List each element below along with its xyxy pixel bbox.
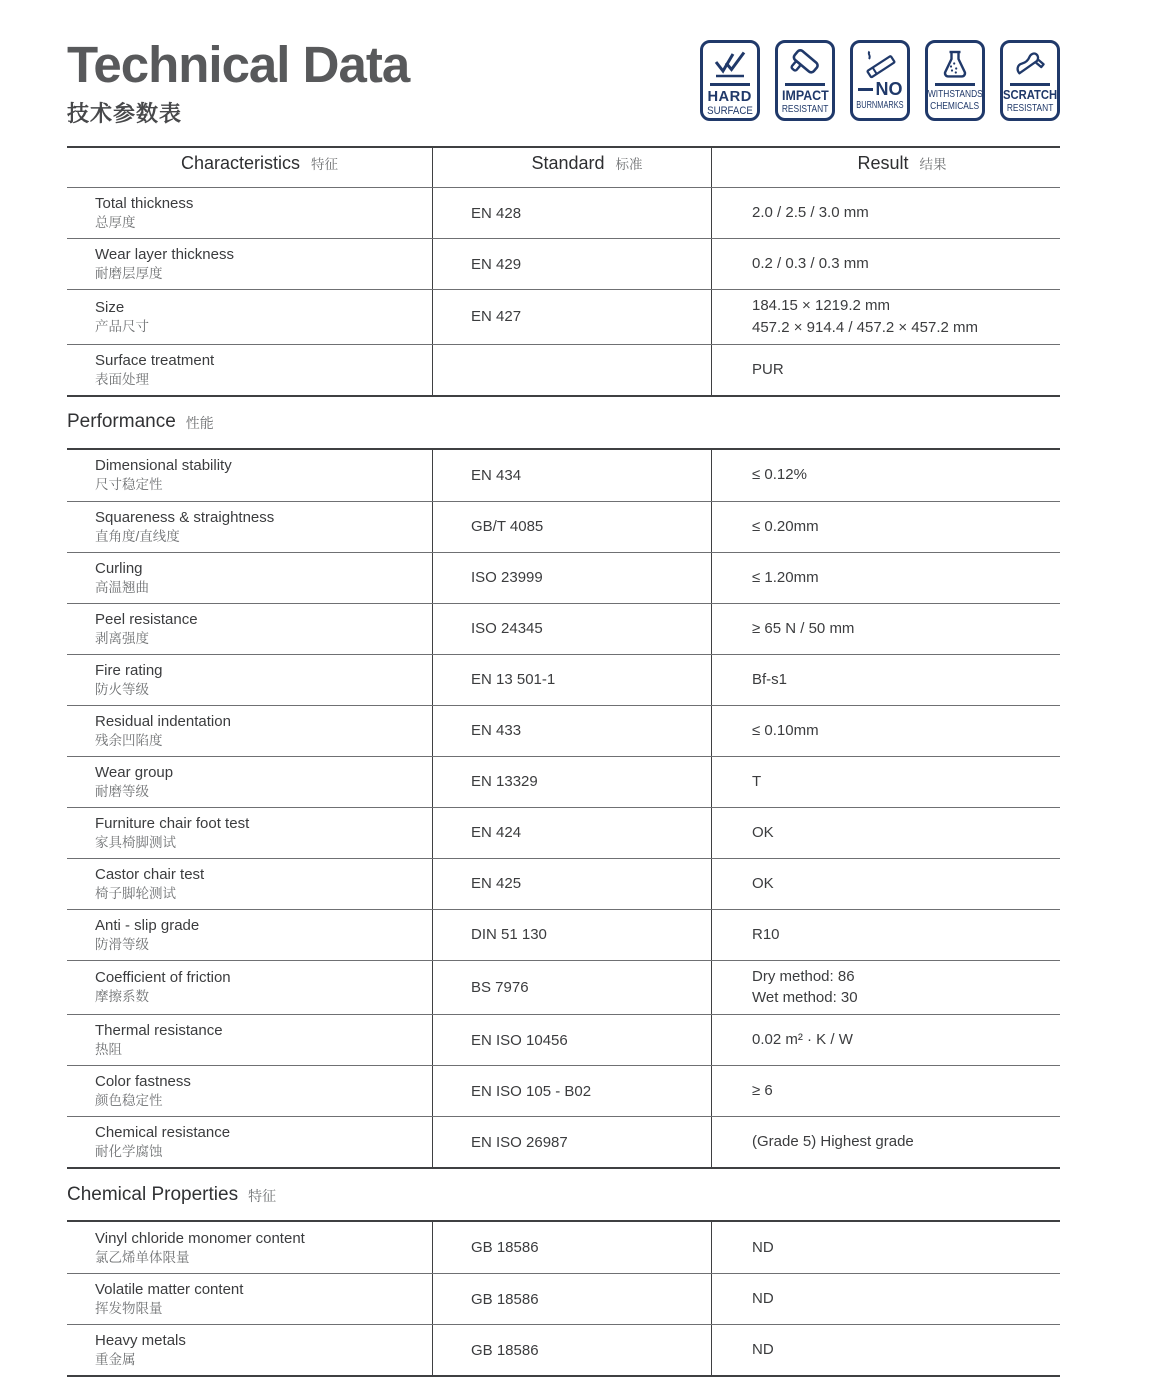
result-line: ≤ 1.20mm (752, 568, 819, 586)
badge-no-burnmarks (850, 40, 910, 121)
standard-cell (432, 1015, 711, 1065)
result-line: Dry method: 86 (752, 967, 855, 985)
characteristic-en: Dimensional stability (95, 457, 232, 475)
table-row (67, 1065, 1060, 1116)
characteristic-cell (67, 1117, 432, 1167)
standard-value: EN 424 (471, 824, 522, 841)
certification-badges (700, 40, 1060, 121)
characteristic-zh: 总厚度 (95, 215, 136, 231)
characteristic-zh: 家具椅脚测试 (95, 834, 176, 850)
result-cell (711, 1325, 1060, 1375)
result-line: T (752, 772, 762, 790)
badge-text-block (928, 82, 982, 100)
badge-divider (935, 83, 975, 86)
result-line: ≥ 6 (752, 1082, 773, 1100)
standard-cell (432, 604, 711, 654)
characteristic-cell (67, 239, 432, 289)
characteristic-zh: 耐磨等级 (95, 783, 149, 799)
result-line: OK (752, 823, 774, 841)
mallet-icon (788, 46, 822, 82)
table-row (67, 1116, 1060, 1167)
technical-data-table (67, 146, 1060, 1377)
table-row (67, 654, 1060, 705)
result-cell (711, 188, 1060, 238)
standard-value: EN 429 (471, 255, 522, 273)
header-characteristics-cell (67, 148, 432, 187)
double-check-icon (711, 46, 749, 82)
result-cell (711, 961, 1060, 1015)
header-label-en: Standard (531, 153, 605, 173)
section-title-en: Chemical Properties (67, 1183, 239, 1205)
standard-cell (432, 345, 711, 395)
page-subtitle-zh: 技术参数表 (67, 100, 183, 126)
badge-label-line1: HARD (707, 87, 753, 105)
result-cell (711, 859, 1060, 909)
standard-value: EN ISO 26987 (471, 1133, 568, 1151)
flask-icon (940, 46, 970, 82)
badge-label-line2: BURNMARKS (856, 99, 904, 111)
badge-text-block (1003, 82, 1057, 102)
table-row (67, 1014, 1060, 1065)
standard-value: ISO 23999 (471, 569, 543, 586)
table-row (67, 960, 1060, 1015)
table-row (67, 909, 1060, 960)
standard-cell (432, 961, 711, 1015)
table-row (67, 1273, 1060, 1324)
badge-label-line2: RESISTANT (1006, 101, 1054, 114)
result-line: ND (752, 1238, 774, 1256)
characteristic-en: Furniture chair foot test (95, 814, 250, 832)
characteristic-en: Vinyl chloride monomer content (95, 1229, 305, 1247)
standard-cell (432, 910, 711, 960)
characteristic-zh: 耐磨层厚度 (95, 266, 163, 282)
standard-value: ISO 24345 (471, 620, 543, 637)
badge-label-line1: SCRATCH (1002, 87, 1058, 102)
result-cell (711, 1015, 1060, 1065)
characteristic-cell (67, 1015, 432, 1065)
result-cell (711, 706, 1060, 756)
result-line: R10 (752, 925, 780, 943)
characteristic-en: Thermal resistance (95, 1022, 223, 1040)
characteristic-en: Fire rating (95, 661, 163, 679)
result-line: Wet method: 30 (752, 989, 858, 1007)
characteristic-cell (67, 502, 432, 552)
characteristic-zh: 耐化学腐蚀 (95, 1144, 163, 1160)
standard-cell (432, 1117, 711, 1167)
characteristic-zh: 尺寸稳定性 (95, 477, 163, 493)
header-standard-cell (432, 148, 711, 187)
table-block-performance (67, 448, 1060, 1170)
result-line: 0.2 / 0.3 / 0.3 mm (752, 255, 869, 273)
result-cell (711, 290, 1060, 344)
table-row (67, 238, 1060, 289)
characteristic-cell (67, 450, 432, 501)
table-row (67, 756, 1060, 807)
header-label-en: Characteristics (180, 153, 301, 173)
table-row (67, 1324, 1060, 1375)
characteristic-zh: 防火等级 (95, 681, 149, 697)
characteristic-cell (67, 1325, 432, 1375)
characteristic-cell (67, 1222, 432, 1273)
badge-text-block (853, 79, 907, 100)
result-line: 2.0 / 2.5 / 3.0 mm (752, 204, 869, 222)
table-row (67, 705, 1060, 756)
badge-label-line1: IMPACT (781, 87, 829, 103)
standard-cell (432, 290, 711, 344)
characteristic-cell (67, 655, 432, 705)
characteristic-cell (67, 1066, 432, 1116)
section-title-en: Performance (67, 411, 176, 432)
characteristic-en: Anti - slip grade (95, 916, 200, 934)
result-line: 184.15 × 1219.2 mm (752, 297, 891, 314)
table-row (67, 344, 1060, 395)
standard-value: DIN 51 130 (471, 926, 547, 943)
standard-cell (432, 1274, 711, 1324)
standard-value: EN 434 (471, 466, 522, 484)
characteristic-en: Squareness & straightness (95, 508, 275, 526)
standard-value: BS 7976 (471, 978, 529, 996)
characteristic-zh: 直角度/直线度 (95, 528, 180, 544)
header-result-cell (711, 148, 1060, 187)
characteristic-en: Volatile matter content (95, 1281, 244, 1299)
standard-value: EN 433 (471, 722, 522, 739)
characteristic-zh: 重金属 (95, 1352, 136, 1368)
result-cell (711, 1066, 1060, 1116)
characteristic-cell (67, 859, 432, 909)
section-title-performance (67, 397, 1060, 448)
result-line: OK (752, 874, 774, 892)
table-block-characteristics (67, 146, 1060, 397)
characteristic-en: Curling (95, 559, 143, 577)
characteristic-zh: 表面处理 (95, 371, 149, 387)
standard-value: EN 425 (471, 875, 522, 892)
result-line: (Grade 5) Highest grade (752, 1133, 914, 1151)
table-row (67, 450, 1060, 501)
characteristic-en: Total thickness (95, 195, 194, 213)
characteristic-zh: 挥发物限量 (95, 1301, 163, 1317)
characteristic-zh: 剥离强度 (95, 630, 149, 646)
characteristic-cell (67, 290, 432, 344)
badge-divider (1010, 83, 1050, 86)
result-cell (711, 553, 1060, 603)
characteristic-en: Residual indentation (95, 712, 231, 730)
characteristic-cell (67, 706, 432, 756)
badge-hard-surface (700, 40, 760, 121)
characteristic-cell (67, 553, 432, 603)
badge-label-line2: RESISTANT (781, 103, 829, 116)
header-label-zh: 结果 (919, 157, 947, 172)
result-line: ≥ 65 N / 50 mm (752, 619, 855, 637)
standard-cell (432, 1222, 711, 1273)
characteristic-en: Coefficient of friction (95, 969, 231, 987)
characteristic-en: Color fastness (95, 1073, 191, 1091)
standard-cell (432, 655, 711, 705)
standard-cell (432, 553, 711, 603)
standard-value: GB 18586 (471, 1341, 539, 1359)
standard-value: EN 427 (471, 308, 522, 326)
standard-value: EN ISO 105 - B02 (471, 1082, 592, 1100)
result-line: 0.02 m² · K / W (752, 1031, 853, 1049)
result-line: ND (752, 1290, 774, 1308)
characteristic-zh: 摩擦系数 (95, 989, 149, 1005)
characteristic-cell (67, 345, 432, 395)
standard-value: GB/T 4085 (471, 518, 544, 535)
table-row (67, 289, 1060, 344)
characteristic-cell (67, 961, 432, 1015)
standard-cell (432, 450, 711, 501)
characteristic-en: Peel resistance (95, 610, 198, 628)
characteristic-en: Chemical resistance (95, 1124, 231, 1142)
standard-value: GB 18586 (471, 1290, 539, 1308)
result-cell (711, 502, 1060, 552)
characteristic-en: Wear group (95, 763, 174, 781)
characteristic-zh: 高温翘曲 (95, 579, 149, 595)
header-label-zh: 特征 (311, 157, 339, 172)
characteristic-zh: 残余凹陷度 (95, 732, 163, 748)
page-title: Technical Data (67, 36, 410, 93)
badge-text-block (778, 82, 832, 103)
characteristic-en: Castor chair test (95, 865, 205, 883)
table-row (67, 552, 1060, 603)
characteristic-cell (67, 604, 432, 654)
characteristic-zh: 氯乙烯单体限量 (95, 1249, 190, 1265)
standard-value: EN 428 (471, 204, 522, 222)
badge-divider (785, 83, 825, 86)
standard-value: EN 13 501-1 (471, 671, 556, 688)
section-title-zh: 性能 (185, 415, 214, 431)
badge-label-line1: NO (875, 79, 903, 99)
result-cell (711, 808, 1060, 858)
badge-label-line2: CHEMICALS (930, 99, 980, 112)
result-cell (711, 910, 1060, 960)
characteristic-en: Heavy metals (95, 1332, 186, 1350)
result-line: Bf-s1 (752, 670, 788, 688)
table-row (67, 1222, 1060, 1273)
badge-divider (710, 83, 750, 86)
result-line: 457.2 × 914.4 / 457.2 × 457.2 mm (752, 318, 978, 336)
characteristic-zh: 产品尺寸 (95, 318, 149, 334)
characteristic-zh: 颜色稳定性 (95, 1093, 163, 1109)
section-title-zh: 特征 (248, 1187, 277, 1204)
characteristic-cell (67, 808, 432, 858)
cigarette-icon (862, 46, 899, 82)
result-line: PUR (752, 360, 784, 378)
table-row (67, 501, 1060, 552)
standard-cell (432, 706, 711, 756)
characteristic-zh: 热阻 (95, 1042, 122, 1058)
standard-cell (432, 808, 711, 858)
result-cell (711, 1222, 1060, 1273)
standard-value: EN 13329 (471, 773, 538, 790)
heel-shoe-icon (1012, 46, 1049, 82)
characteristic-en: Size (95, 298, 125, 316)
characteristic-en: Wear layer thickness (95, 246, 234, 264)
characteristic-cell (67, 757, 432, 807)
result-cell (711, 604, 1060, 654)
standard-cell (432, 757, 711, 807)
table-row (67, 807, 1060, 858)
result-line: ≤ 0.10mm (752, 721, 819, 739)
standard-cell (432, 1066, 711, 1116)
badge-divider (858, 88, 873, 91)
characteristic-zh: 椅子脚轮测试 (95, 885, 176, 901)
result-line: ND (752, 1341, 774, 1359)
characteristic-cell (67, 1274, 432, 1324)
characteristic-zh: 防滑等级 (95, 936, 149, 952)
result-line: ≤ 0.12% (752, 466, 807, 484)
badge-scratch-resistant (1000, 40, 1060, 121)
standard-cell (432, 502, 711, 552)
result-cell (711, 345, 1060, 395)
table-block-chemical-properties (67, 1220, 1060, 1377)
result-cell (711, 1117, 1060, 1167)
section-title-chemical-properties (67, 1169, 1060, 1220)
table-row (67, 603, 1060, 654)
result-cell (711, 1274, 1060, 1324)
title-block (67, 38, 409, 128)
result-cell (711, 655, 1060, 705)
table-header-row (67, 148, 1060, 187)
characteristic-cell (67, 188, 432, 238)
page-header (67, 38, 1060, 128)
badge-text-block (703, 82, 757, 105)
badge-withstands-chemicals (925, 40, 985, 121)
result-cell (711, 239, 1060, 289)
table-row (67, 187, 1060, 238)
header-label-zh: 标准 (615, 157, 643, 172)
table-row (67, 858, 1060, 909)
standard-cell (432, 859, 711, 909)
badge-label-line1: WITHSTANDS (927, 87, 983, 100)
standard-cell (432, 239, 711, 289)
standard-value: GB 18586 (471, 1239, 539, 1256)
standard-value: EN ISO 10456 (471, 1031, 568, 1049)
characteristic-en: Surface treatment (95, 351, 215, 369)
characteristic-cell (67, 910, 432, 960)
result-cell (711, 450, 1060, 501)
standard-cell (432, 188, 711, 238)
result-line: ≤ 0.20mm (752, 517, 819, 535)
standard-cell (432, 1325, 711, 1375)
header-label-en: Result (857, 153, 909, 173)
result-cell (711, 757, 1060, 807)
badge-impact-resistant (775, 40, 835, 121)
badge-label-line2: SURFACE (707, 104, 753, 117)
